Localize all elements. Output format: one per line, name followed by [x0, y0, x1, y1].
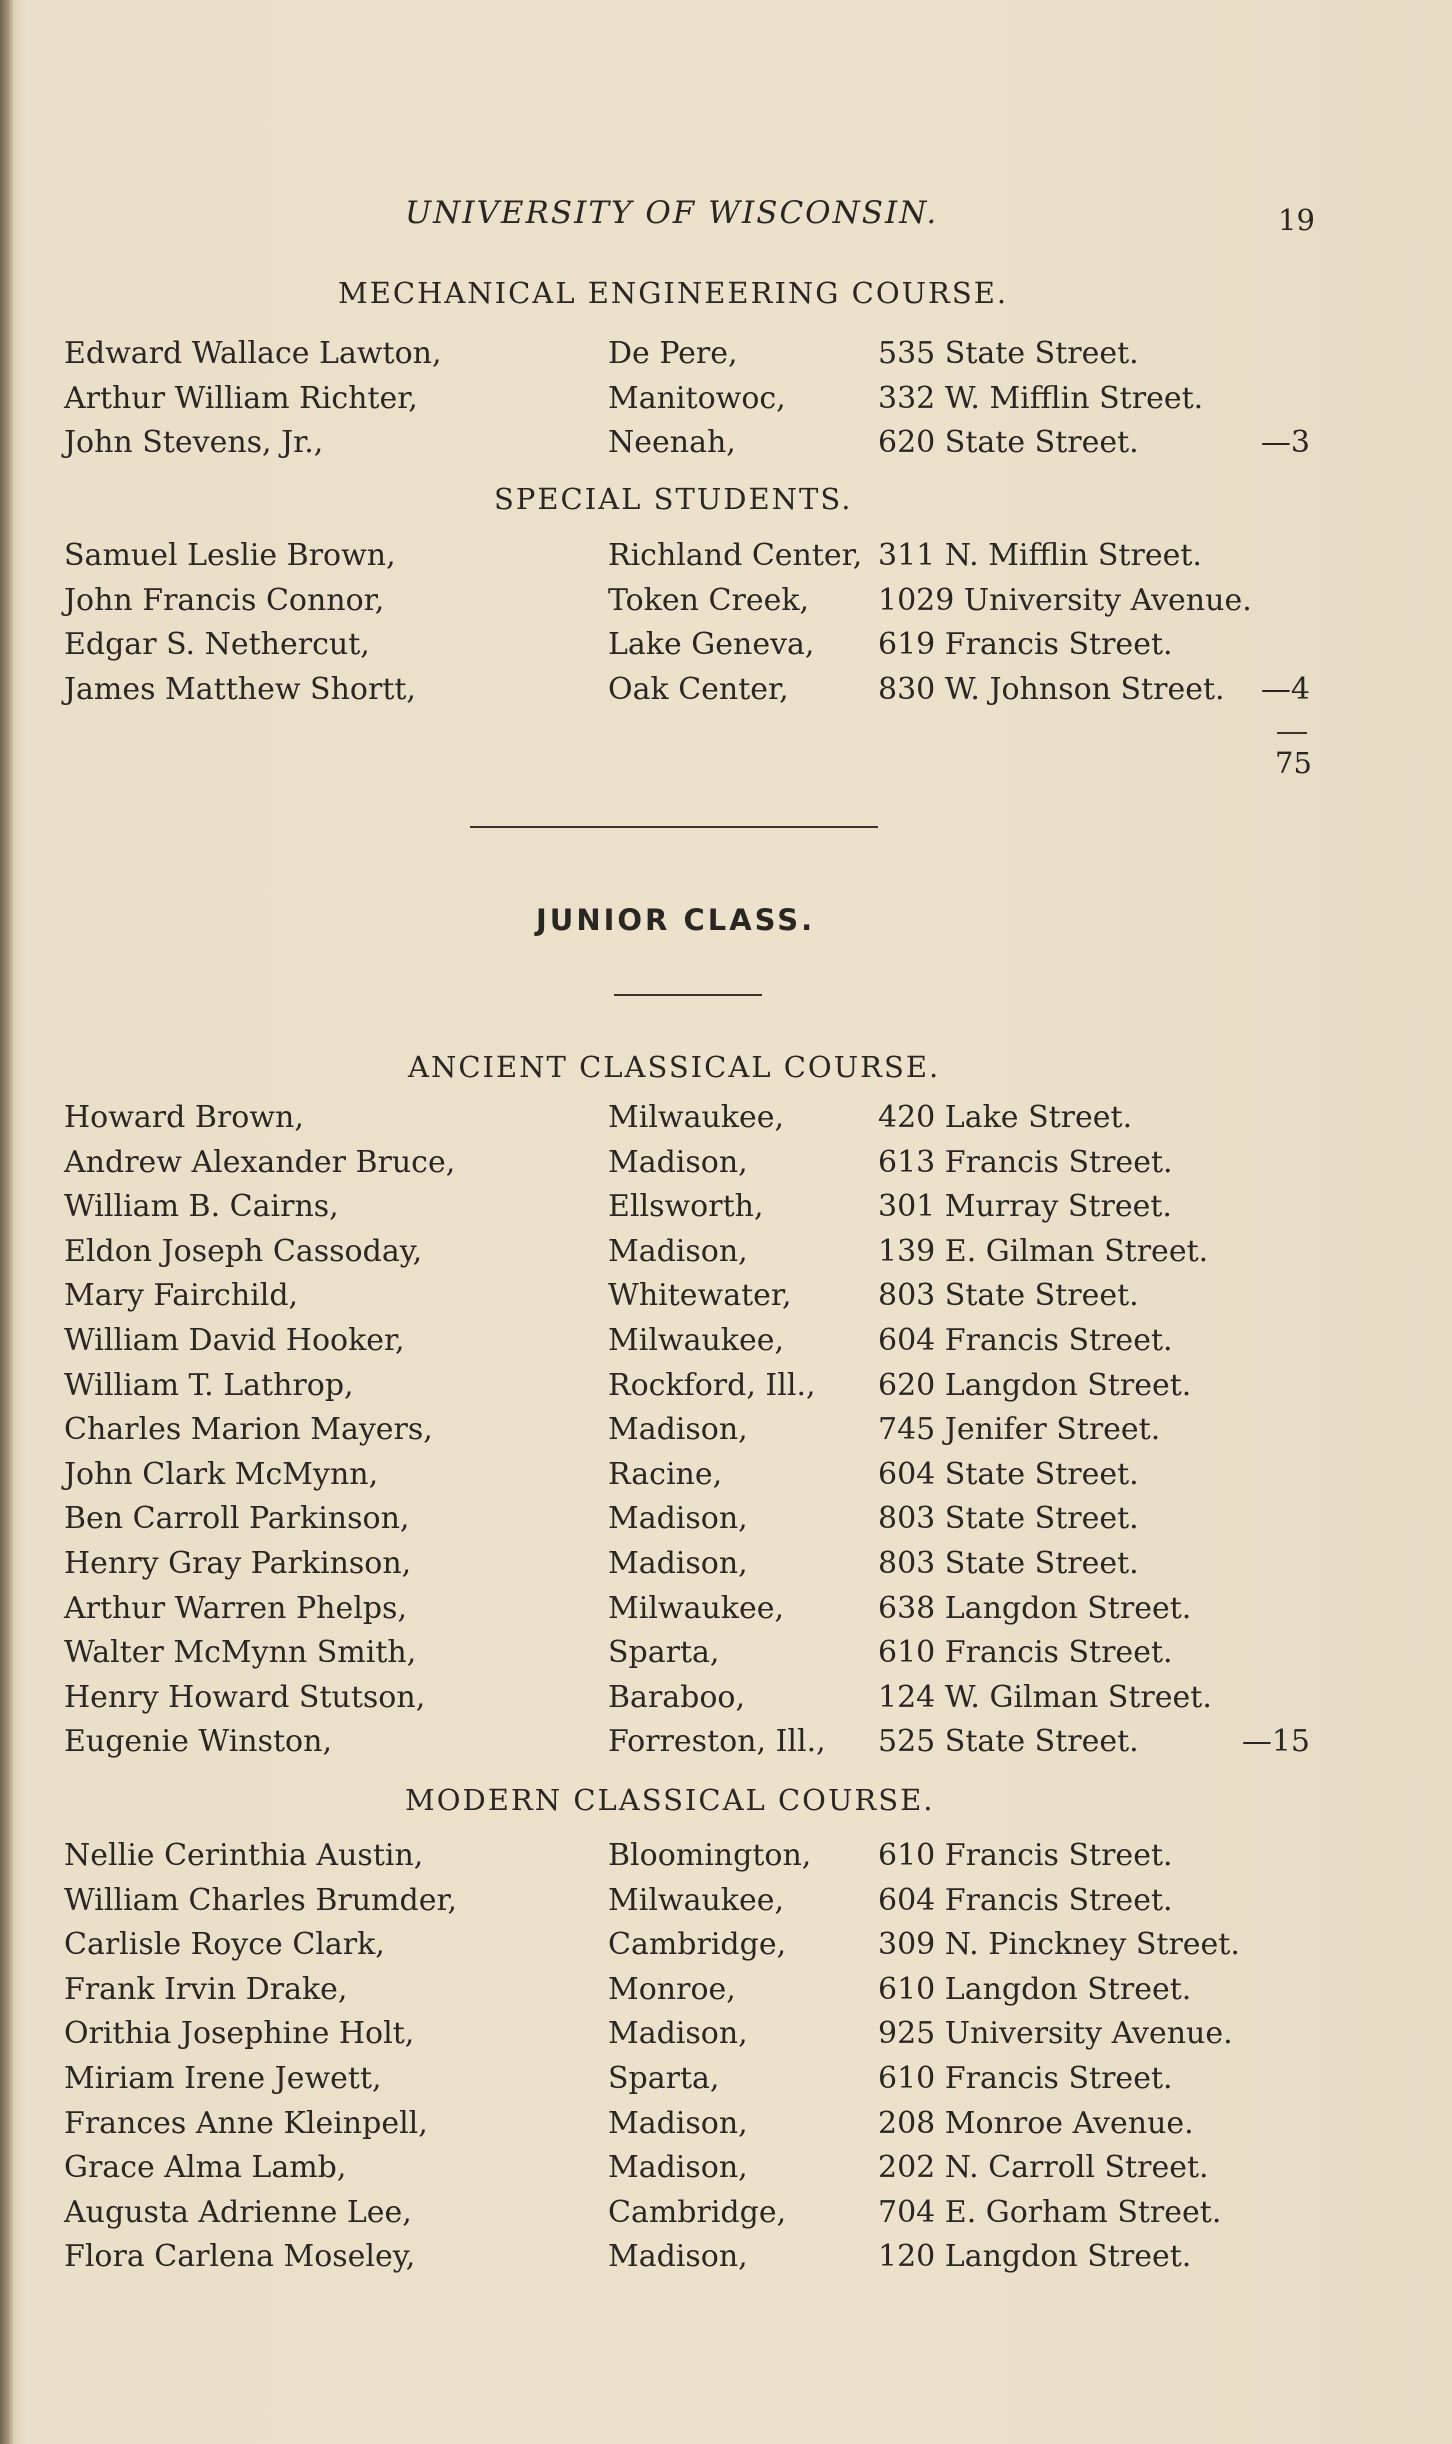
hometown: Cambridge,	[608, 2194, 787, 2230]
list-item	[0, 672, 1452, 712]
tally-count: —3	[1260, 425, 1310, 460]
street-address: 311 N. Mifflin Street.	[878, 538, 1202, 573]
street-address: 638 Langdon Street.	[878, 1590, 1192, 1626]
hometown: Milwaukee,	[608, 1882, 785, 1918]
student-name: Edgar S. Nethercut,	[64, 627, 370, 662]
list-item	[0, 1680, 1452, 1720]
ancient-heading: ANCIENT CLASSICAL COURSE.	[408, 1050, 941, 1084]
junior-class-heading: JUNIOR CLASS.	[536, 903, 816, 937]
street-address: 610 Francis Street.	[878, 1838, 1173, 1873]
street-address: 309 N. Pinckney Street.	[878, 1927, 1240, 1963]
street-address: 332 W. Mifflin Street.	[878, 380, 1204, 416]
mechanical-heading: MECHANICAL ENGINEERING COURSE.	[338, 276, 1009, 310]
hometown: Sparta,	[608, 1635, 720, 1671]
list-item	[0, 1234, 1452, 1274]
list-item	[0, 2016, 1452, 2056]
section-divider	[470, 826, 878, 828]
street-address: 604 State Street.	[878, 1456, 1139, 1492]
total-rule	[1277, 732, 1307, 734]
street-address: 124 W. Gilman Street.	[878, 1679, 1212, 1715]
hometown: Madison,	[608, 2105, 748, 2141]
hometown: Madison,	[608, 2016, 748, 2052]
hometown: Baraboo,	[608, 1679, 746, 1715]
hometown: Racine,	[608, 1456, 723, 1492]
street-address: 925 University Avenue.	[878, 2016, 1233, 2052]
student-name: James Matthew Shortt,	[64, 671, 416, 707]
student-name: Ben Carroll Parkinson,	[64, 1501, 410, 1537]
street-address: 1029 University Avenue.	[878, 582, 1252, 618]
student-name: William B. Cairns,	[64, 1189, 339, 1225]
hometown: Neenah,	[608, 425, 736, 460]
street-address: 619 Francis Street.	[878, 627, 1173, 662]
list-item	[0, 2195, 1452, 2235]
street-address: 613 Francis Street.	[878, 1144, 1173, 1180]
list-item	[0, 2239, 1452, 2279]
hometown: Bloomington,	[608, 1838, 812, 1873]
student-name: Edward Wallace Lawton,	[64, 336, 442, 371]
street-address: 620 Langdon Street.	[878, 1367, 1192, 1403]
student-name: Nellie Cerinthia Austin,	[64, 1838, 424, 1873]
street-address: 803 State Street.	[878, 1501, 1139, 1537]
student-name: Frances Anne Kleinpell,	[64, 2105, 428, 2141]
hometown: Monroe,	[608, 1971, 736, 2007]
list-item	[0, 1368, 1452, 1408]
student-name: John Clark McMynn,	[64, 1456, 379, 1492]
student-name: Carlisle Royce Clark,	[64, 1927, 385, 1963]
street-address: 803 State Street.	[878, 1278, 1139, 1314]
student-name: Henry Gray Parkinson,	[64, 1546, 412, 1581]
hometown: Madison,	[608, 1233, 748, 1269]
list-item	[0, 1838, 1452, 1878]
street-address: 525 State Street.	[878, 1724, 1139, 1760]
student-name: Frank Irvin Drake,	[64, 1971, 348, 2007]
street-address: 610 Francis Street.	[878, 1635, 1173, 1671]
hometown: De Pere,	[608, 336, 738, 371]
student-name: John Francis Connor,	[64, 582, 385, 618]
tally-count: —15	[1241, 1724, 1310, 1760]
page-number: 19	[1278, 203, 1315, 237]
hometown: Madison,	[608, 2239, 748, 2275]
student-name: Henry Howard Stutson,	[64, 1679, 426, 1715]
running-header-title: UNIVERSITY OF WISCONSIN.	[405, 195, 939, 231]
list-item	[0, 2106, 1452, 2146]
list-item	[0, 1457, 1452, 1497]
list-item	[0, 1501, 1452, 1541]
street-address: 830 W. Johnson Street.	[878, 671, 1225, 707]
street-address: 620 State Street.	[878, 425, 1139, 460]
street-address: 139 E. Gilman Street.	[878, 1233, 1209, 1269]
list-item	[0, 1635, 1452, 1675]
hometown: Madison,	[608, 1546, 748, 1581]
running-total: 75	[1275, 746, 1312, 780]
street-address: 208 Monroe Avenue.	[878, 2105, 1194, 2141]
student-name: Flora Carlena Moseley,	[64, 2239, 416, 2275]
student-name: Charles Marion Mayers,	[64, 1412, 433, 1448]
list-item	[0, 1145, 1452, 1185]
student-name: Grace Alma Lamb,	[64, 2150, 347, 2186]
street-address: 610 Langdon Street.	[878, 1971, 1192, 2007]
hometown: Rockford, Ill.,	[608, 1367, 816, 1403]
student-name: Samuel Leslie Brown,	[64, 538, 396, 573]
list-item	[0, 1591, 1452, 1631]
hometown: Milwaukee,	[608, 1323, 785, 1358]
street-address: 610 Francis Street.	[878, 2061, 1173, 2096]
hometown: Madison,	[608, 1412, 748, 1448]
list-item	[0, 1546, 1452, 1586]
student-name: Eldon Joseph Cassoday,	[64, 1233, 423, 1269]
hometown: Sparta,	[608, 2061, 720, 2096]
hometown: Cambridge,	[608, 1927, 787, 1963]
list-item	[0, 1972, 1452, 2012]
special-heading: SPECIAL STUDENTS.	[494, 482, 853, 516]
student-name: Andrew Alexander Bruce,	[64, 1144, 456, 1180]
hometown: Madison,	[608, 2150, 748, 2186]
street-address: 120 Langdon Street.	[878, 2239, 1192, 2275]
student-name: Mary Fairchild,	[64, 1278, 299, 1314]
hometown: Ellsworth,	[608, 1189, 764, 1225]
hometown: Richland Center,	[608, 538, 863, 573]
hometown: Madison,	[608, 1144, 748, 1180]
list-item	[0, 1100, 1452, 1140]
student-name: Eugenie Winston,	[64, 1724, 332, 1760]
student-name: William T. Lathrop,	[64, 1367, 354, 1403]
hometown: Madison,	[608, 1501, 748, 1537]
list-item	[0, 381, 1452, 421]
street-address: 704 E. Gorham Street.	[878, 2194, 1222, 2230]
street-address: 535 State Street.	[878, 336, 1139, 371]
street-address: 604 Francis Street.	[878, 1882, 1173, 1918]
list-item	[0, 336, 1452, 376]
student-name: Augusta Adrienne Lee,	[64, 2194, 412, 2230]
hometown: Token Creek,	[608, 582, 810, 618]
list-item	[0, 1724, 1452, 1764]
hometown: Oak Center,	[608, 671, 789, 707]
student-name: Howard Brown,	[64, 1100, 304, 1135]
list-item	[0, 2061, 1452, 2101]
street-address: 202 N. Carroll Street.	[878, 2150, 1209, 2186]
hometown: Forreston, Ill.,	[608, 1724, 826, 1760]
student-name: Walter McMynn Smith,	[64, 1635, 417, 1671]
hometown: Milwaukee,	[608, 1100, 785, 1135]
list-item	[0, 627, 1452, 667]
street-address: 301 Murray Street.	[878, 1189, 1172, 1225]
list-item	[0, 583, 1452, 623]
list-item	[0, 2150, 1452, 2190]
student-name: Miriam Irene Jewett,	[64, 2061, 382, 2096]
student-name: Arthur William Richter,	[64, 380, 418, 416]
hometown: Whitewater,	[608, 1278, 792, 1314]
hometown: Milwaukee,	[608, 1590, 785, 1626]
street-address: 604 Francis Street.	[878, 1323, 1173, 1358]
list-item	[0, 1323, 1452, 1363]
modern-heading: MODERN CLASSICAL COURSE.	[405, 1783, 935, 1817]
list-item	[0, 1412, 1452, 1452]
list-item	[0, 425, 1452, 465]
student-name: Orithia Josephine Holt,	[64, 2016, 415, 2052]
junior-divider	[614, 994, 762, 996]
student-name: John Stevens, Jr.,	[64, 425, 324, 460]
list-item	[0, 1883, 1452, 1923]
student-name: Arthur Warren Phelps,	[64, 1590, 407, 1626]
street-address: 420 Lake Street.	[878, 1100, 1133, 1135]
street-address: 803 State Street.	[878, 1546, 1139, 1581]
list-item	[0, 1189, 1452, 1229]
list-item	[0, 1927, 1452, 1967]
hometown: Lake Geneva,	[608, 627, 815, 662]
hometown: Manitowoc,	[608, 380, 786, 416]
tally-count: —4	[1260, 671, 1310, 707]
student-name: William Charles Brumder,	[64, 1882, 458, 1918]
student-name: William David Hooker,	[64, 1323, 405, 1358]
street-address: 745 Jenifer Street.	[878, 1412, 1161, 1448]
list-item	[0, 1278, 1452, 1318]
list-item	[0, 538, 1452, 578]
